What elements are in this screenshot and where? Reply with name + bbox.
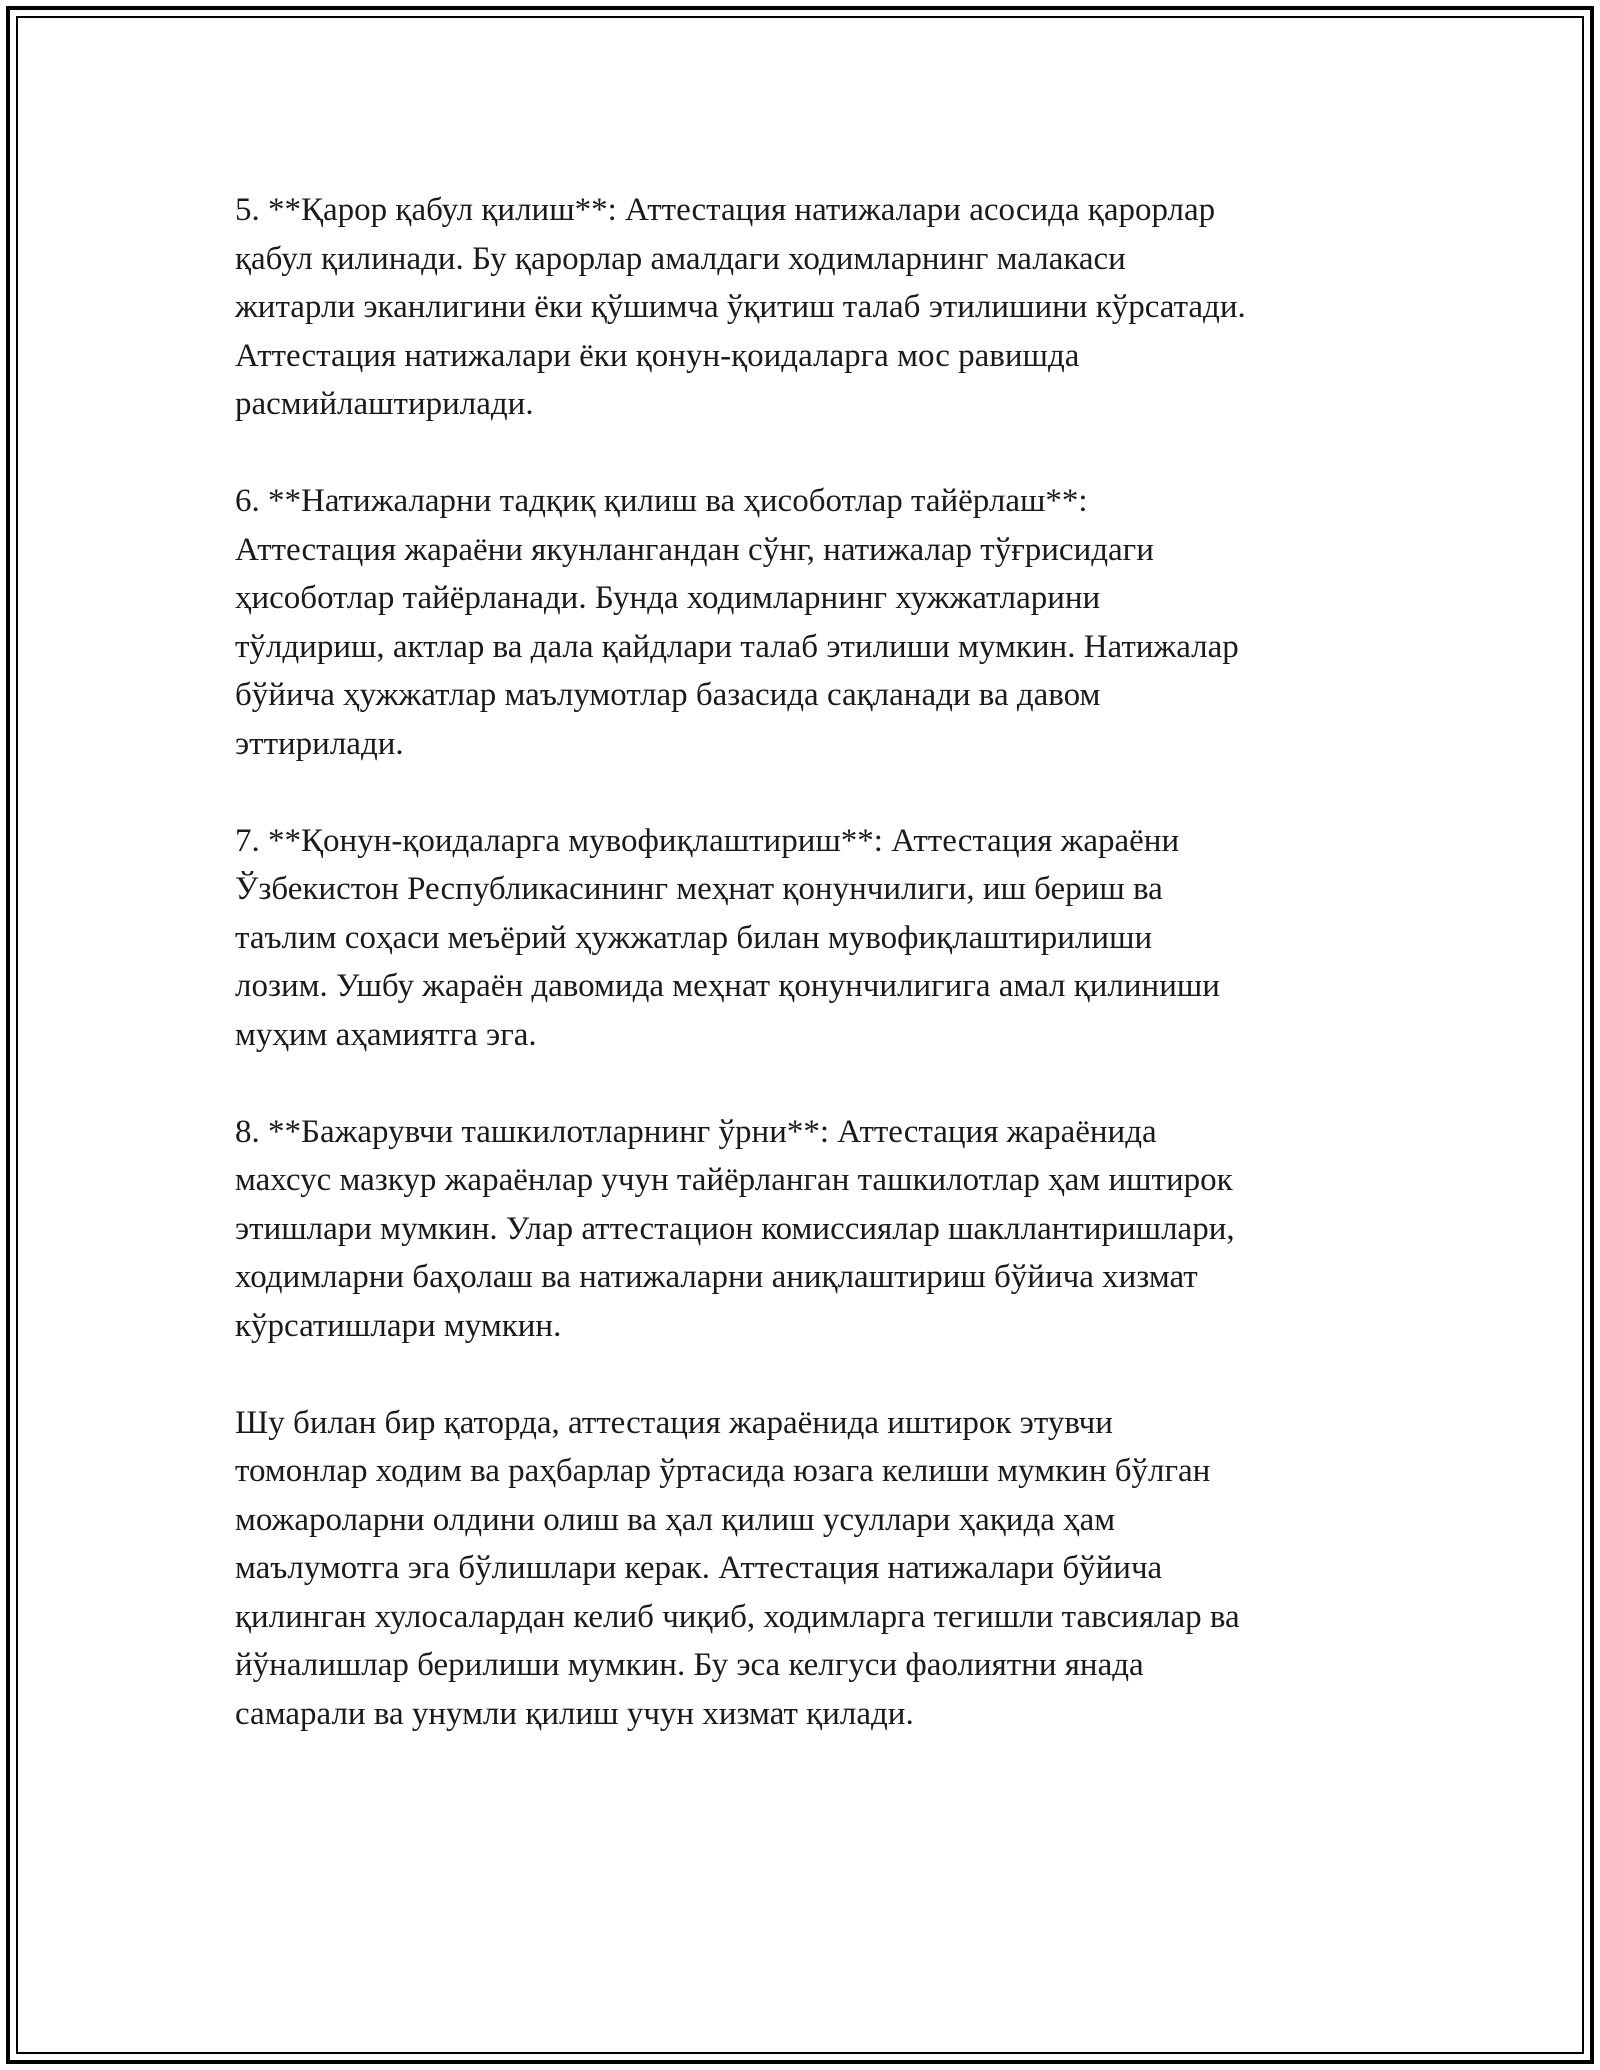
text-line: муҳим аҳамиятга эга. [235, 1016, 537, 1053]
text-line: ҳисоботлар тайёрланади. Бунда ходимларнинг хужжатларини [235, 580, 1101, 616]
text-line: можароларни олдини олиш ва ҳал қилиш усуллари ҳақида ҳам [235, 1501, 1116, 1538]
paragraph-conclusion [235, 1399, 1375, 1739]
text-line: томонлар ходим ва раҳбарлар ўртасида юзага келиши мумкин бўлган [235, 1453, 1211, 1489]
text-line: маълумотга эга бўлишлари керак. Аттестация натижалари бўйича [235, 1550, 1163, 1586]
paragraph-7-legal-compliance [235, 817, 1375, 1060]
paragraph-5-decision-making [235, 186, 1375, 429]
text-line: кўрсатишлари мумкин. [235, 1307, 562, 1344]
text-line: қилинган хулосалардан келиб чиқиб, ходимларга тегишли тавсиялар ва [235, 1598, 1240, 1635]
text-line: таълим соҳаси меъёрий ҳужжатлар билан мувофиқлаштирилиши [235, 919, 1153, 956]
text-line: расмийлаштирилади. [235, 386, 534, 422]
text-line: этишлари мумкин. Улар аттестацион комиссиялар шакллантиришлари, [235, 1210, 1235, 1247]
text-line: тўлдириш, актлар ва дала қайдлари талаб этилиши мумкин. Натижалар [235, 628, 1239, 665]
text-line: Ўзбекистон Республикасининг меҳнат қонунчилиги, иш бериш ва [235, 871, 1163, 907]
text-line: қабул қилинади. Бу қарорлар амалдаги ходимларнинг малакаси [235, 240, 1126, 277]
text-line: Шу билан бир қаторда, аттестация жараёнида иштирок этувчи [235, 1404, 1113, 1441]
text-line: эттирилади. [235, 725, 404, 762]
document-body [235, 186, 1375, 1787]
text-line: самарали ва унумли қилиш учун хизмат қилади. [235, 1695, 914, 1732]
text-line: ходимларни баҳолаш ва натижаларни аниқлаштириш бўйича хизмат [235, 1259, 1198, 1295]
text-line: бўйича ҳужжатлар маълумотлар базасида сақланади ва давом [235, 677, 1101, 713]
text-line: махсус мазкур жараёнлар учун тайёрланган ташкилотлар ҳам иштирок [235, 1162, 1233, 1198]
text-line: житарли эканлигини ёки қўшимча ўқитиш талаб этилишини кўрсатади. [235, 289, 1246, 325]
text-line: 6. **Натижаларни тадқиқ қилиш ва ҳисоботлар тайёрлаш**: [235, 483, 1088, 519]
text-line: йўналишлар берилиши мумкин. Бу эса келгуси фаолиятни янада [235, 1647, 1144, 1683]
text-line: лозим. Ушбу жараён давомида меҳнат қонунчилигига амал қилиниши [235, 968, 1220, 1004]
text-line: 7. **Қонун-қоидаларга мувофиқлаштириш**: Аттестация жараёни [235, 822, 1180, 859]
text-line: Аттестация жараёни якунлангандан сўнг, натижалар тўғрисидаги [235, 531, 1154, 568]
text-line: Аттестация натижалари ёки қонун-қоидаларга мос равишда [235, 337, 1080, 374]
text-line: 8. **Бажарувчи ташкилотларнинг ўрни**: Аттестация жараёнида [235, 1113, 1157, 1150]
paragraph-8-executing-organizations [235, 1108, 1375, 1351]
paragraph-6-results-reports [235, 477, 1375, 768]
text-line: 5. **Қарор қабул қилиш**: Аттестация натижалари асосида қарорлар [235, 192, 1216, 228]
